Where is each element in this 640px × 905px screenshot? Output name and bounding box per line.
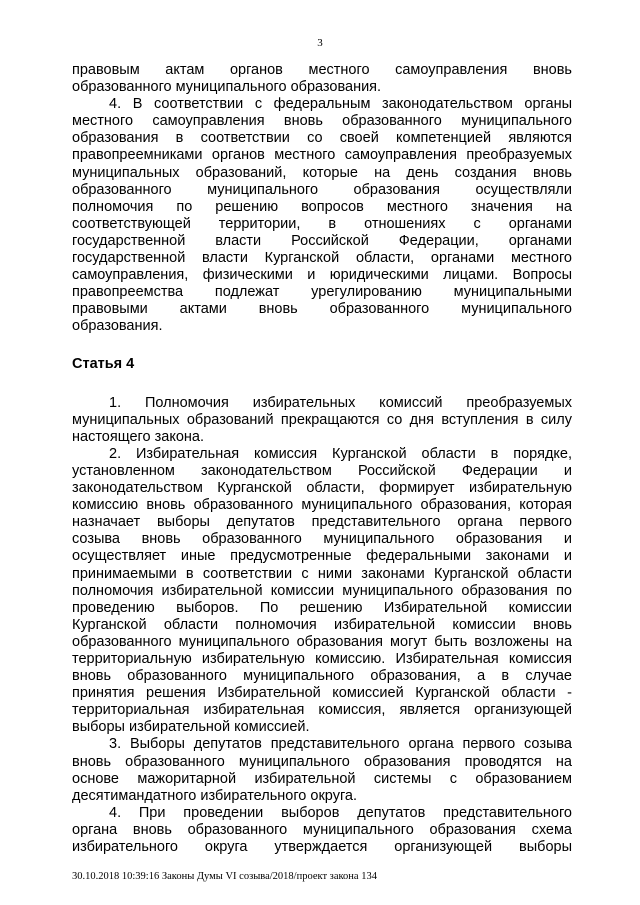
text-line: соответствующей территории, в отношениях с органами <box>72 215 572 232</box>
text-line: основе мажоритарной избирательной системы с образованием <box>72 770 572 787</box>
text-line: образования в соответствии со своей компетенцией являются <box>72 130 572 147</box>
text-line: образованного муниципального образования. <box>72 79 382 96</box>
preceding-section <box>72 62 572 336</box>
text-line: 4. В соответствии с федеральным законодательством органы <box>109 96 572 113</box>
text-line: проведению выборов. По решению Избирательной комиссии <box>72 599 572 616</box>
text-line: выборы избирательной комиссией. <box>72 719 310 736</box>
article-4-section <box>72 395 572 857</box>
text-line: местного самоуправления вновь образованного муниципального <box>72 113 572 130</box>
paragraph <box>72 62 572 96</box>
text-line: 1. Полномочия избирательных комиссий преобразуемых <box>109 394 572 411</box>
article-heading: Статья 4 <box>72 355 135 372</box>
document-footer: 30.10.2018 10:39:16 Законы Думы VI созыва/2018/проект закона 134 <box>72 871 377 882</box>
text-line: территориальную избирательную комиссию. Избирательная комиссия <box>72 651 572 667</box>
document-body <box>72 62 572 856</box>
text-line: осуществляет иные предусмотренные федеральными законами и <box>72 548 572 565</box>
text-line: органа вновь образованного муниципального образования схема <box>72 821 572 838</box>
text-line: образованного муниципального образования могут быть возложены на <box>72 633 572 650</box>
paragraph <box>72 395 572 446</box>
text-line: полномочия избирательной комиссии муниципального образования по <box>72 582 572 599</box>
text-line: вновь образованного муниципального образования, а в случае <box>72 668 572 685</box>
text-line: комиссию вновь образованного муниципального образования, которая <box>72 497 572 514</box>
text-line: принятия решения Избирательной комиссией Курганской области - <box>72 685 572 702</box>
text-line: 4. При проведении выборов депутатов представительного <box>109 804 572 821</box>
paragraph <box>72 96 572 335</box>
text-line: принимаемыми в соответствии с ними законами Курганской области <box>72 565 572 582</box>
text-line: Курганской области полномочия избирательной комиссии вновь <box>72 616 572 633</box>
page-number: 3 <box>317 37 323 49</box>
text-line: вновь образованного муниципального образования проводятся на <box>72 753 572 770</box>
text-line: самоуправления, физическими и юридическими лицами. Вопросы <box>72 267 572 284</box>
text-line: настоящего закона. <box>72 428 204 445</box>
text-line: правовым актам органов местного самоуправления вновь <box>72 62 572 78</box>
text-line: государственной власти Курганской области, органами местного <box>72 250 572 267</box>
text-line: государственной власти Российской Федерации, органами <box>72 232 572 249</box>
text-line: 2. Избирательная комиссия Курганской области в порядке, <box>109 445 572 462</box>
paragraph <box>72 805 572 856</box>
text-line: назначает выборы депутатов представительного органа первого <box>72 514 572 531</box>
text-line: образования. <box>72 318 163 335</box>
text-line: полномочия по решению вопросов местного значения на <box>72 198 572 215</box>
text-line: законодательством Курганской области, формирует избирательную <box>72 480 572 497</box>
text-line: десятимандатного избирательного округа. <box>72 787 358 804</box>
text-line: правопреемства подлежат урегулированию муниципальными <box>72 284 572 301</box>
text-line: правопреемниками органов местного самоуправления преобразуемых <box>72 147 572 164</box>
text-line: территориальная избирательная комиссия, является организующей <box>72 702 572 719</box>
text-line: избирательного округа утверждается организующей выборы <box>72 839 572 856</box>
text-line: 3. Выборы депутатов представительного органа первого созыва <box>109 736 572 753</box>
paragraph <box>72 736 572 804</box>
text-line: муниципальных образований, которые на день создания вновь <box>72 164 572 181</box>
text-line: муниципальных образований прекращаются со дня вступления в силу <box>72 411 572 428</box>
text-line: правовыми актами вновь образованного муниципального <box>72 301 572 318</box>
paragraph <box>72 446 572 737</box>
text-line: установленном законодательством Российской Федерации и <box>72 462 572 479</box>
text-line: образованного муниципального образования осуществляли <box>72 181 572 198</box>
text-line: созыва вновь образованного муниципального образования и <box>72 531 572 548</box>
